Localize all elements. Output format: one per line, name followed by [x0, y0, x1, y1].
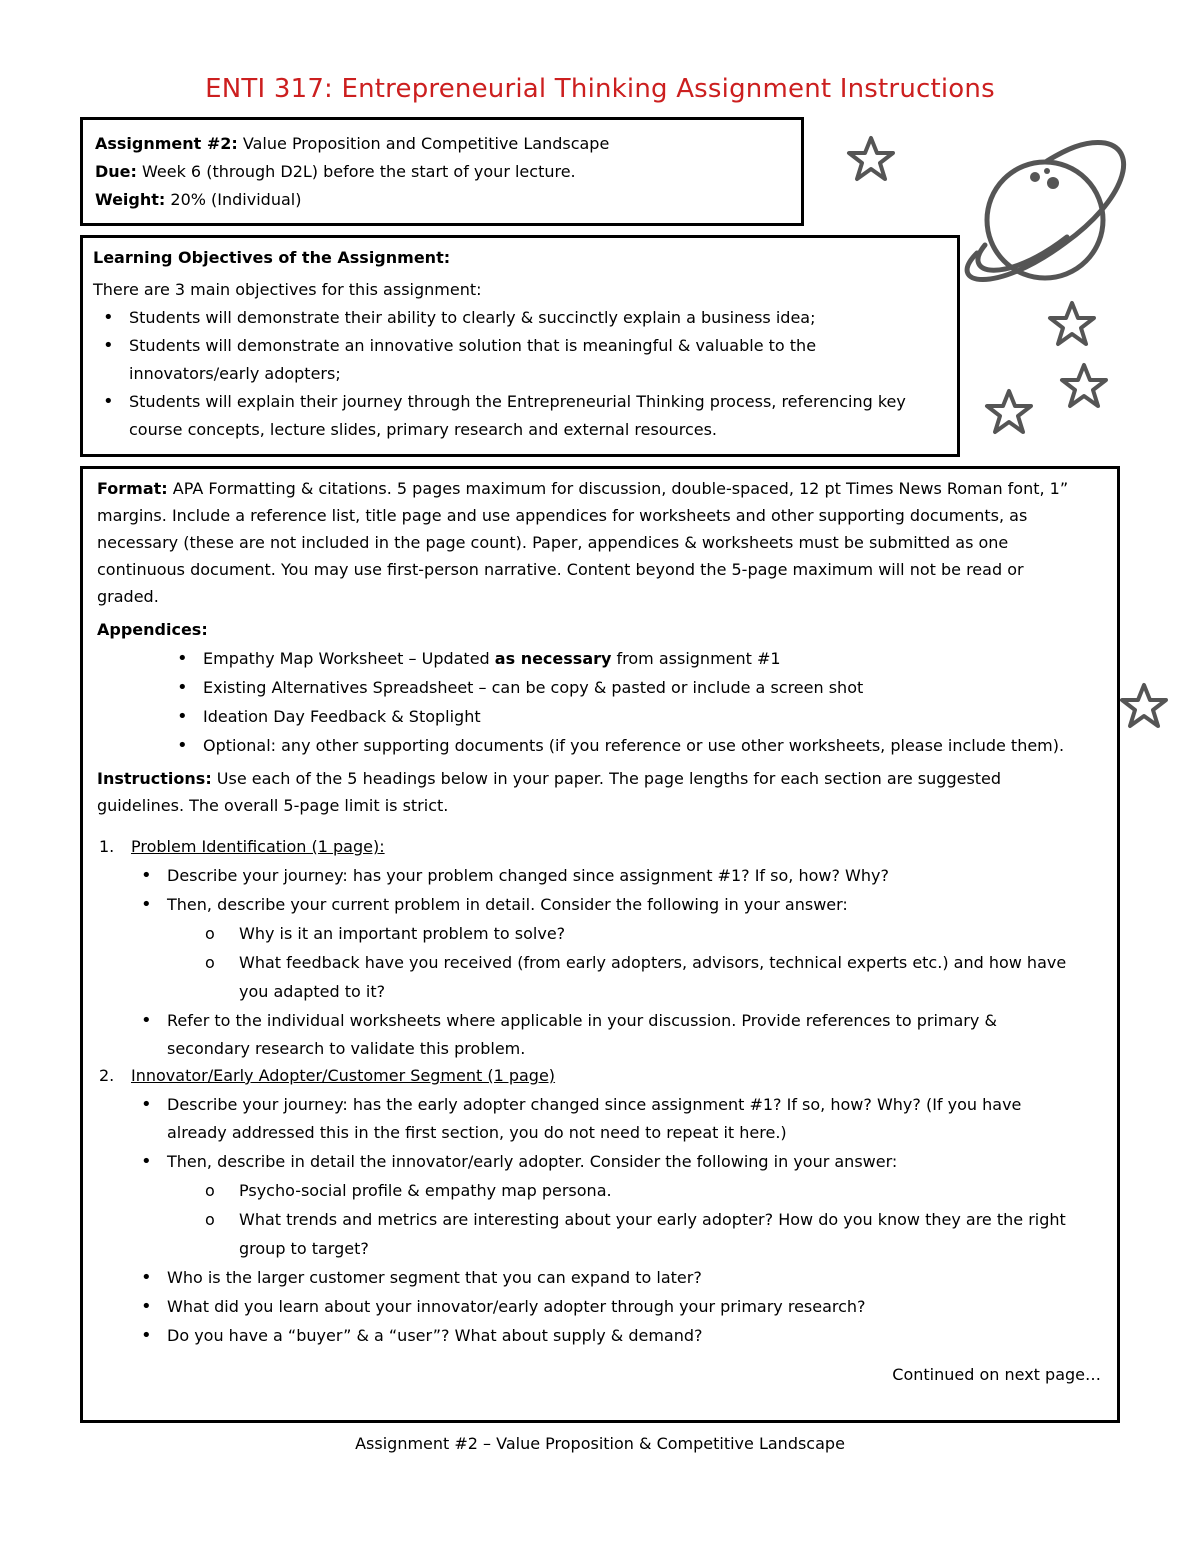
instructions-box: [80, 466, 1120, 1423]
format-text: APA Formatting & citations. 5 pages maximum for discussion, double-spaced, 12 pt Times News Roman font, 1”: [167, 479, 1069, 498]
section-bullet: • Who is the larger customer segment that you can expand to later?: [97, 1264, 1103, 1291]
format-paragraph: [97, 475, 1103, 610]
sub-bullet-text: Why is it an important problem to solve?: [239, 924, 566, 943]
format-text: continuous document. You may use first-person narrative. Content beyond the 5-page maximum will not be read or: [97, 560, 1024, 579]
section-sub-bullet: [97, 949, 1103, 976]
section-sub-bullet: [97, 920, 1103, 947]
appendix-item-text: from assignment #1: [611, 649, 781, 668]
due-value: Week 6 (through D2L) before the start of your lecture.: [136, 162, 576, 181]
due-line: [95, 158, 789, 186]
sub-bullet-marker: o: [205, 953, 215, 972]
appendix-item: • Ideation Day Feedback & Stoplight: [97, 703, 1103, 730]
format-text: necessary (these are not included in the page count). Paper, appendices & worksheets must be submitted as one: [97, 533, 1009, 552]
section-bullet: • What did you learn about your innovator/early adopter through your primary research?: [97, 1293, 1103, 1320]
continued-note: Continued on next page…: [892, 1365, 1101, 1384]
page-footer: Assignment #2 – Value Proposition & Competitive Landscape: [355, 1434, 845, 1453]
appendix-item: • Optional: any other supporting documents (if you reference or use other worksheets, please include them).: [97, 732, 1103, 759]
due-label: Due:: [95, 162, 137, 181]
section-bullet: • Then, describe your current problem in detail. Consider the following in your answer:: [97, 891, 1103, 918]
objective-item: • Students will demonstrate their ability to clearly & succinctly explain a business idea;: [93, 304, 947, 332]
assignment-line: [95, 130, 789, 158]
instructions-text: Use each of the 5 headings below in your paper. The page lengths for each section are suggested: [211, 769, 1002, 788]
section-bullet-continued: already addressed this in the first section, you do not need to repeat it here.): [167, 1123, 787, 1142]
format-text: graded.: [97, 587, 159, 606]
format-text: margins. Include a reference list, title page and use appendices for worksheets and other supporting documents, as: [97, 506, 1028, 525]
assignment-value: Value Proposition and Competitive Landscape: [237, 134, 610, 153]
section-bullet: • Refer to the individual worksheets where applicable in your discussion. Provide references to primary &: [97, 1007, 1103, 1034]
format-label: Format:: [97, 479, 168, 498]
objective-item-continued: innovators/early adopters;: [129, 364, 341, 383]
section-title: Problem Identification (1 page):: [131, 837, 385, 856]
weight-line: [95, 186, 789, 214]
weight-value: 20% (Individual): [165, 190, 302, 209]
section-sub-bullet: [97, 1177, 1103, 1204]
section-number: 1.: [99, 837, 115, 856]
section-bullet: • Describe your journey: has the early adopter changed since assignment #1? If so, how? Why? (If you have: [97, 1091, 1103, 1118]
objective-item-continued: course concepts, lecture slides, primary research and external resources.: [129, 420, 718, 439]
appendix-item-emphasis: as necessary: [494, 649, 612, 668]
star-doodle-icon: [1058, 362, 1110, 410]
objective-item: • Students will explain their journey through the Entrepreneurial Thinking process, referencing key: [93, 388, 947, 416]
section-number: 2.: [99, 1066, 115, 1085]
appendix-item: • Existing Alternatives Spreadsheet – can be copy & pasted or include a screen shot: [97, 674, 1103, 701]
instructions-paragraph: [97, 765, 1103, 819]
section-heading: [97, 833, 1103, 860]
weight-label: Weight:: [95, 190, 166, 209]
learning-objectives-box: [80, 235, 960, 457]
sub-bullet-continued: group to target?: [239, 1239, 369, 1258]
section-heading: [97, 1062, 1103, 1089]
appendix-item-text: Empathy Map Worksheet – Updated: [203, 649, 495, 668]
planet-doodle-icon: [955, 125, 1135, 310]
sub-bullet-continued: you adapted to it?: [239, 982, 386, 1001]
sub-bullet-marker: o: [205, 924, 215, 943]
section-title: Innovator/Early Adopter/Customer Segment (1 page): [131, 1066, 556, 1085]
appendix-item: [97, 645, 1103, 672]
page-title: ENTI 317: Entrepreneurial Thinking Assignment Instructions: [205, 74, 995, 104]
sub-bullet-marker: o: [205, 1210, 215, 1229]
star-doodle-icon: [845, 135, 897, 183]
star-doodle-icon: [983, 388, 1035, 436]
sub-bullet-marker: o: [205, 1181, 215, 1200]
section-bullet: • Do you have a “buyer” & a “user”? What about supply & demand?: [97, 1322, 1103, 1349]
section-bullet: • Then, describe in detail the innovator/early adopter. Consider the following in your answer:: [97, 1148, 1103, 1175]
star-doodle-icon: [1046, 300, 1098, 348]
objectives-intro: There are 3 main objectives for this assignment:: [93, 280, 482, 299]
objective-item: • Students will demonstrate an innovative solution that is meaningful & valuable to the: [93, 332, 947, 360]
assignment-label: Assignment #2:: [95, 134, 238, 153]
sub-bullet-text: What feedback have you received (from early adopters, advisors, technical experts etc.) and how have: [239, 953, 1067, 972]
assignment-info-box: [80, 117, 804, 226]
section-bullet-continued: secondary research to validate this problem.: [167, 1039, 526, 1058]
sub-bullet-text: Psycho-social profile & empathy map persona.: [239, 1181, 612, 1200]
objectives-heading: Learning Objectives of the Assignment:: [93, 248, 451, 267]
section-sub-bullet: [97, 1206, 1103, 1233]
sub-bullet-text: What trends and metrics are interesting about your early adopter? How do you know they are the right: [239, 1210, 1066, 1229]
instructions-text: guidelines. The overall 5-page limit is strict.: [97, 796, 449, 815]
star-doodle-icon: [1118, 682, 1170, 730]
section-bullet: • Describe your journey: has your problem changed since assignment #1? If so, how? Why?: [97, 862, 1103, 889]
appendices-heading: Appendices:: [97, 620, 208, 639]
instructions-label: Instructions:: [97, 769, 212, 788]
